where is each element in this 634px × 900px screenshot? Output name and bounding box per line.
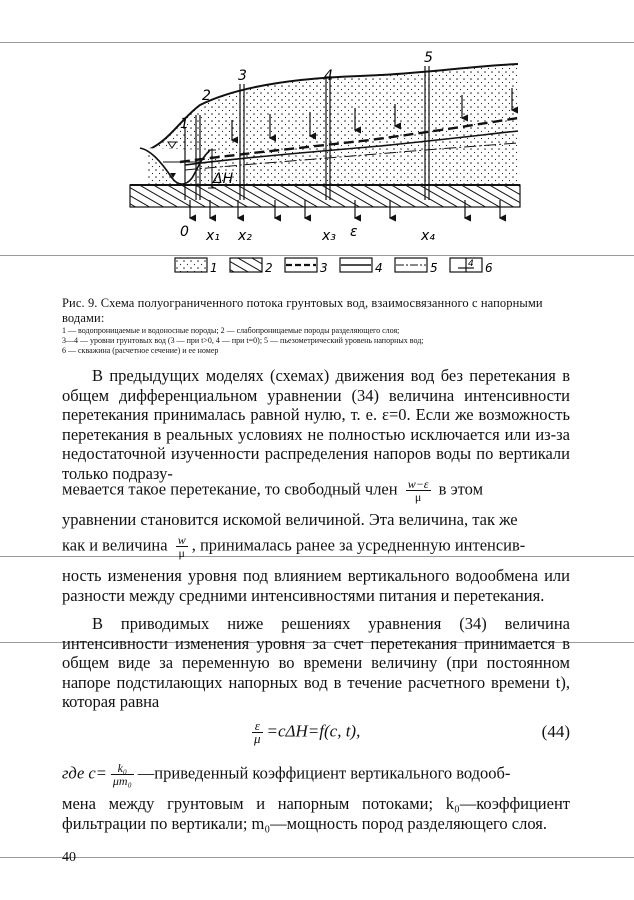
equation-number: (44) (541, 722, 570, 741)
figure-caption: Рис. 9. Схема полуограниченного потока грунтовых вод, взаимосвязанного с напорными водами: (62, 296, 543, 325)
section-label: 4 (324, 68, 333, 84)
svg-text:1: 1 (210, 261, 218, 275)
axis-label: x₃ (322, 228, 336, 244)
axis-label: x₂ (238, 228, 252, 244)
axis-label: 0 (180, 224, 189, 240)
axis-label: x₄ (421, 228, 435, 244)
axis-label: x₁ (206, 228, 220, 244)
paragraph-3: мена между грунтовым и напорным потоками; k₀—коэффициент фильтрации по вертикали; m₀—мощность пород разделяющего слоя. (62, 794, 570, 833)
paragraph-1-line-b: уравнении становится искомой величиной. Эта величина, так же (62, 510, 518, 529)
paragraph-3-first-line: где c= $\frac{\text{k₀}}{\text{μm₀}}$ —приведенный коэффициент вертикального водооб- (62, 761, 511, 788)
section-label: 5 (424, 50, 433, 66)
section-label: 2 (202, 88, 211, 104)
section-label: 1 (180, 116, 189, 132)
separating-layer (130, 185, 520, 207)
paragraph-1: В предыдущих моделях (схемах) движения вод без перетекания в общем дифференциальном уравнении (34) величина интенсивности перетекания принималась равной нулю, т. е. ε=0. Если же возможность перетекания в реальных условиях не полностью исключается или из-за недостаточной изученности распределения напоров воды по вертикали только подразу- (62, 366, 570, 483)
fraction-w-mu: $\frac{w}{\mu}$ (177, 533, 186, 560)
page-number: 40 (62, 850, 76, 865)
svg-text:3: 3 (320, 261, 328, 275)
delta-h-label: ΔH (213, 171, 234, 187)
paragraph-1-formula-line: мевается такое перетекание, то свободный член $\frac{w-\varepsilon}{\mu}$ в этом (62, 477, 484, 504)
svg-text:6: 6 (485, 261, 493, 275)
axis-label: ε (350, 224, 358, 240)
figure-legend (175, 258, 493, 275)
figure-legend-text: 1 — водопроницаемые и водоносные породы; 2 — слабопроницаемые породы разделяющего слоя; 3—4 — уровни грунтовых вод (3 — при t>0, 4 — при t=0); 5 — пьезометрический уровень напорных вод; 6 — скважина (расчетное сечение) и ее номер (62, 326, 424, 355)
svg-text:4: 4 (375, 261, 383, 275)
svg-text:2: 2 (265, 261, 273, 275)
fraction-w-eps-mu: $\frac{w-\varepsilon}{\mu}$ (407, 477, 429, 504)
scan-line (0, 857, 634, 858)
svg-text:4: 4 (468, 259, 474, 269)
svg-text:5: 5 (430, 261, 438, 275)
groundwater-flow-diagram (0, 0, 634, 300)
permeable-layer (148, 64, 518, 185)
paragraph-1-tail: ность изменения уровня под влиянием вертикального водообмена или разности между средними интенсивностями питания и перетекания. (62, 566, 570, 605)
paragraph-2: В приводимых ниже решениях уравнения (34) величина интенсивности изменения уровня за счет перетекания принимается в общем виде за переменную во времени величину (при постоянном напоре подстилающих напорных вод в течение расчетного времени t), которая равна (62, 614, 570, 711)
equation-44: $\frac{\varepsilon}{\mu}$ =cΔH=f(c, t), (44) (254, 718, 570, 746)
section-label: 3 (238, 68, 247, 84)
paragraph-1-line-c: как и величина $\frac{w}{\mu}$ , принималась ранее за усредненную интенсив- (62, 533, 526, 560)
fraction-k0-mu-m0: $\frac{\text{k₀}}{\text{μm₀}}$ (112, 761, 132, 788)
